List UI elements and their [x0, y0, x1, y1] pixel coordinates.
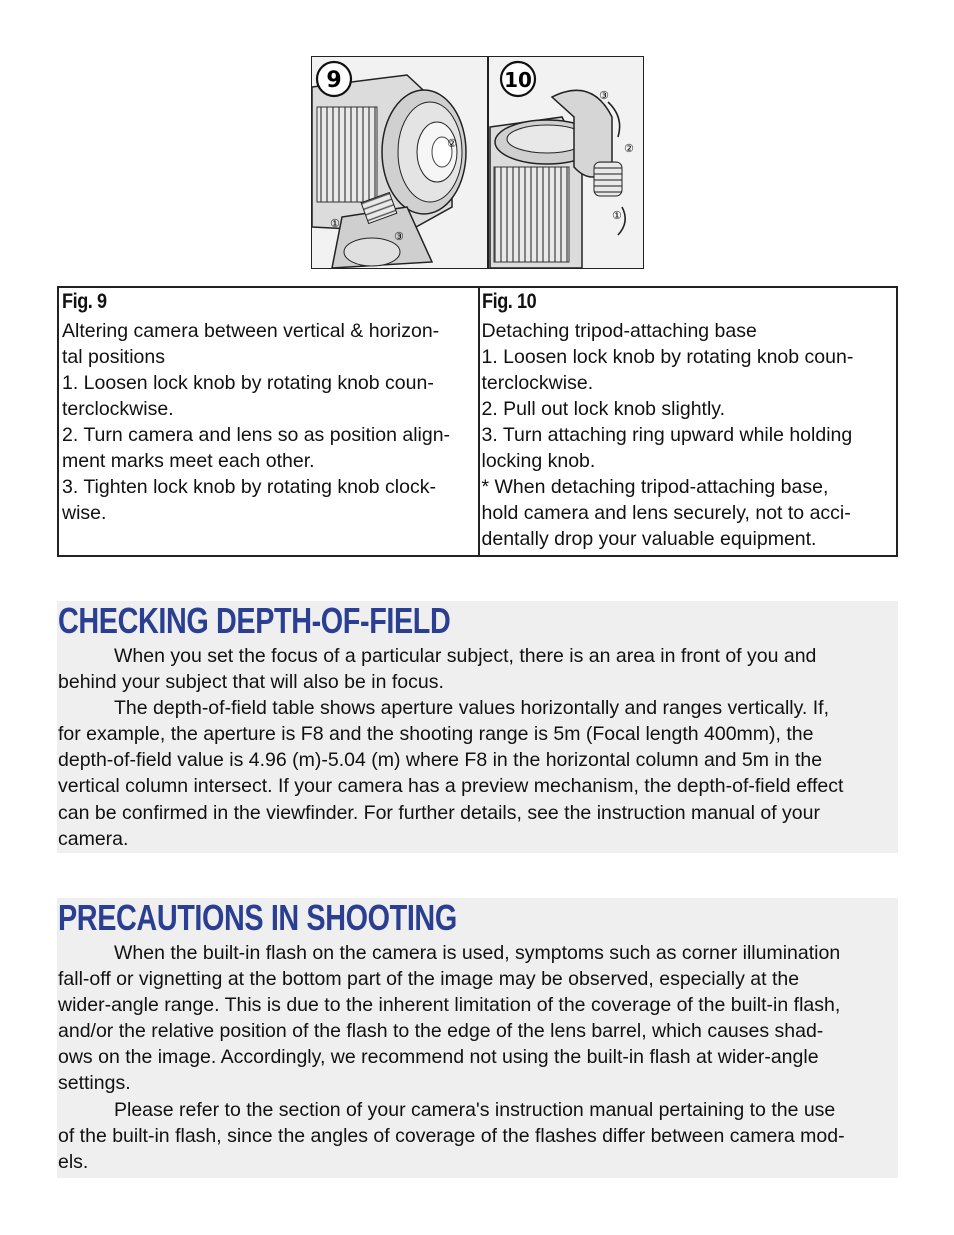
fig9-line: wise.	[62, 502, 107, 524]
callout-2: ②	[624, 142, 634, 155]
fig10-line: hold camera and lens securely, not to acci-	[481, 502, 851, 524]
text-line: can be confirmed in the viewfinder. For further details, see the instruction manual of your	[58, 801, 820, 824]
fig10-number: 10	[504, 68, 532, 92]
precautions-text	[58, 940, 898, 1175]
callout-3: ③	[394, 230, 404, 243]
text-line: and/or the relative position of the flash to the edge of the lens barrel, which causes shad-	[58, 1020, 824, 1043]
fig9-number: 9	[326, 68, 342, 93]
callout-1: ①	[330, 217, 340, 230]
lens-diagram-svg	[312, 57, 643, 268]
fig9-column	[59, 288, 478, 555]
fig9-line: 2. Turn camera and lens so as position align-	[62, 424, 451, 446]
fig9-line: 1. Loosen lock knob by rotating knob coun-	[62, 372, 434, 394]
section-heading: CHECKING DEPTH-OF-FIELD	[58, 600, 451, 641]
text-line: depth-of-field value is 4.96 (m)-5.04 (m) where F8 in the horizontal column and 5m in the	[58, 749, 823, 772]
precautions-section	[57, 898, 898, 1178]
fig9-title: Fig. 9	[62, 290, 107, 313]
fig10-line: Detaching tripod-attaching base	[481, 320, 757, 342]
text-line: When you set the focus of a particular subject, there is an area in front of you and	[114, 645, 817, 667]
text-line: of the built-in flash, since the angles of coverage of the flashes differ between camera mod-	[58, 1124, 845, 1147]
fig10-line: * When detaching tripod-attaching base,	[481, 476, 829, 498]
text-line: Please refer to the section of your camera's instruction manual pertaining to the use	[114, 1098, 836, 1121]
text-line: camera.	[58, 827, 129, 850]
text-line: ows on the image. Accordingly, we recommend not using the built-in flash at wider-angle	[58, 1046, 819, 1069]
section-heading: PRECAUTIONS IN SHOOTING	[58, 897, 457, 938]
fig10-line: locking knob.	[481, 450, 596, 472]
fig9-line: ment marks meet each other.	[62, 450, 315, 472]
fig10-line: 1. Loosen lock knob by rotating knob coun-	[481, 346, 854, 368]
fig10-line: dentally drop your valuable equipment.	[481, 528, 817, 550]
fig10-line: terclockwise.	[481, 372, 594, 394]
text-line: for example, the aperture is F8 and the shooting range is 5m (Focal length 400mm), the	[58, 723, 814, 746]
text-line: wider-angle range. This is due to the inherent limitation of the coverage of the built-in flash,	[58, 994, 841, 1017]
callout-3: ③	[599, 89, 609, 102]
fig10-line: 2. Pull out lock knob slightly.	[481, 398, 726, 420]
text-line: vertical column intersect. If your camera has a preview mechanism, the depth-of-field effect	[58, 775, 844, 798]
figure-illustrations	[311, 56, 644, 269]
fig10-title: Fig. 10	[481, 290, 536, 313]
callout-1: ①	[612, 209, 622, 222]
text-line: fall-off or vignetting at the bottom part of the image may be observed, especially at the	[58, 968, 800, 991]
fig9-line: tal positions	[62, 346, 165, 368]
callout-2: ②	[447, 137, 457, 150]
fig10-line: 3. Turn attaching ring upward while holding	[481, 424, 853, 446]
text-line: els.	[58, 1150, 89, 1173]
fig9-line: Altering camera between vertical & horizon-	[62, 320, 440, 342]
fig10-column	[478, 288, 897, 555]
depth-of-field-section	[57, 601, 898, 853]
fig9-line: 3. Tighten lock knob by rotating knob clock-	[62, 476, 436, 498]
text-line: settings.	[58, 1072, 131, 1095]
text-line: behind your subject that will also be in focus.	[58, 671, 444, 694]
fig9-line: terclockwise.	[62, 398, 174, 420]
text-line: When the built-in flash on the camera is used, symptoms such as corner illumination	[114, 942, 841, 964]
depth-of-field-text	[58, 643, 898, 852]
figure-description-table	[57, 286, 898, 557]
text-line: The depth-of-field table shows aperture values horizontally and ranges vertically. If,	[114, 697, 830, 720]
